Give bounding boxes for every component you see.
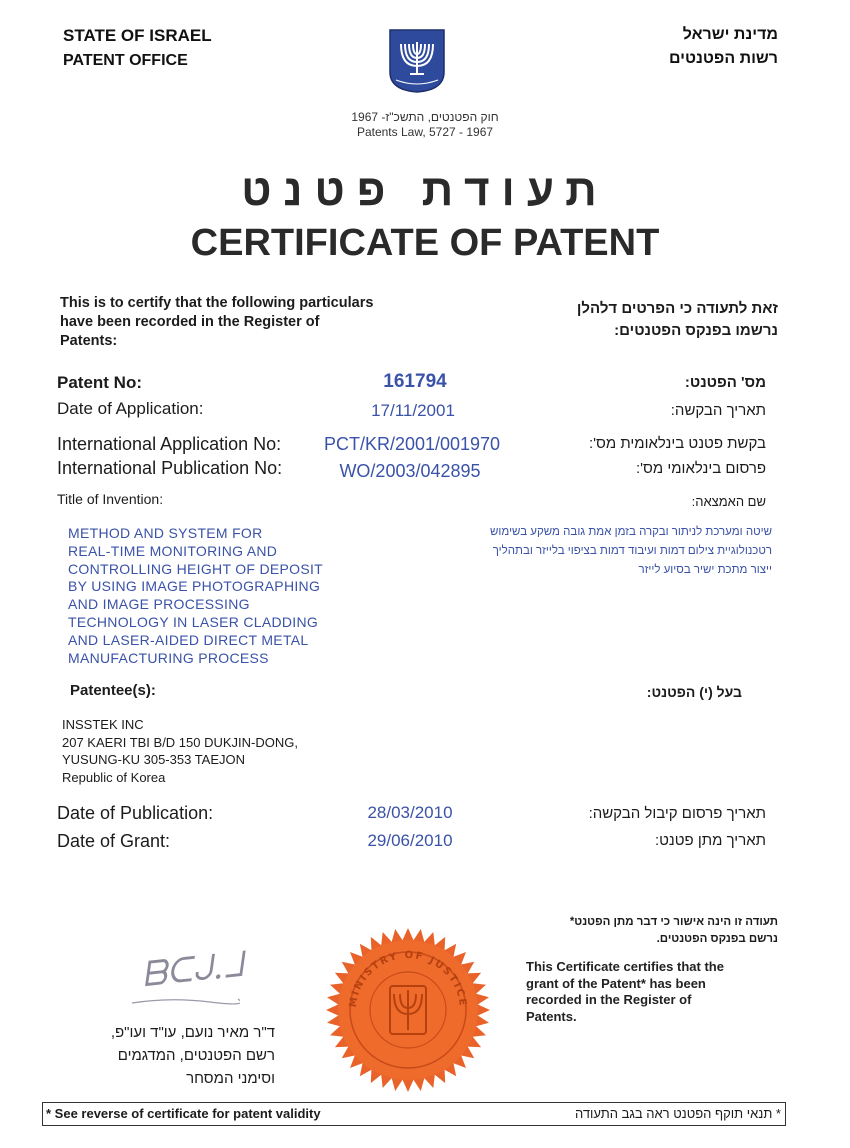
certify-en-line: This Certificate certifies that the [526, 959, 724, 974]
office-title-he: רשות הפטנטים [668, 50, 778, 67]
invention-line: REAL-TIME MONITORING AND [68, 542, 278, 559]
intro-text-he [478, 298, 778, 342]
registrar-signature: ᗷᑕᒍ.ᒧ [140, 944, 245, 996]
intl-pub-value: WO/2003/042895 [339, 461, 481, 481]
title-invention-label: Title of Invention: [57, 491, 164, 507]
registrar-name [0, 1021, 275, 1090]
invention-line: AND IMAGE PROCESSING [68, 596, 250, 613]
date-grant-label: Date of Grant: [57, 831, 171, 851]
date-application-label: Date of Application: [57, 399, 204, 418]
patent-no-value: 161794 [383, 371, 447, 392]
date-publication-he: תאריך פרסום קיבול הבקשה: [588, 805, 766, 822]
invention-title-en [68, 525, 358, 667]
patent-no-label: Patent No: [57, 373, 142, 392]
invention-line: CONTROLLING HEIGHT OF DEPOSIT [68, 560, 324, 577]
intro-he-line1: זאת לתעודה כי הפרטים דלהלן [576, 300, 778, 317]
title-invention-he: שם האמצאה: [691, 494, 766, 509]
certify-en [526, 959, 786, 1025]
invention-line: METHOD AND SYSTEM FOR [68, 525, 263, 541]
invention-he-line: שיטה ומערכת לניתור ובקרה בזמן אמת גובה משקע בשימוש [490, 526, 772, 538]
footer-en: * See reverse of certificate for patent validity [46, 1106, 321, 1121]
patent-no-he: מס' הפטנט: [684, 374, 766, 391]
date-grant-he: תאריך מתן פטנט: [654, 832, 766, 849]
intl-pub-he: פרסום בינלאומי מס': [636, 460, 766, 477]
date-application-he: תאריך הבקשה: [670, 402, 766, 419]
law-he: חוק הפטנטים, התשכ"ז- 1967 [351, 110, 499, 124]
state-title-en: STATE OF ISRAEL [63, 26, 212, 45]
certify-en-line: grant of the Patent* has been [526, 975, 706, 991]
seal-text: MINISTRY OF JUSTICE [347, 949, 469, 1009]
invention-line: AND LASER-AIDED DIRECT METAL [68, 631, 309, 648]
intro-text-en: This is to certify that the following particulars have been recorded in the Register of Patents: [60, 295, 374, 349]
intl-app-label: International Application No: [57, 434, 282, 454]
patentee-he: בעל (י) הפטנט: [646, 684, 742, 700]
invention-line: MANUFACTURING PROCESS [68, 649, 269, 666]
intro-he-line2: נרשמו בפנקס הפטנטים: [614, 322, 778, 339]
date-application-value: 17/11/2001 [371, 401, 455, 420]
certify-en-line: Patents. [526, 1008, 577, 1024]
registrar-line: ד"ר מאיר נועם, עו"ד ועו"פ, [110, 1024, 275, 1041]
invention-he-line: רטכנולוגיית צילום דמות ועיבוד דמות בציפוי בלייזר ובתהליך [492, 545, 772, 557]
invention-title-he [372, 523, 772, 580]
certify-he-line: נרשם בפנקס הפטנטים. [656, 933, 778, 945]
intl-app-he: בקשת פטנט בינלאומית מס': [588, 435, 766, 452]
registrar-line: וסימני המסחר [186, 1070, 275, 1087]
patentee-label: Patentee(s): [70, 682, 156, 699]
date-publication-label: Date of Publication: [57, 803, 214, 823]
footer-box [42, 1102, 786, 1126]
law-en: Patents Law, 5727 - 1967 [356, 125, 494, 139]
signature-underline-icon [130, 995, 240, 1009]
patentee-line: INSSTEK INC [62, 717, 144, 732]
certificate-title-en: CERTIFICATE OF PATENT [190, 222, 660, 264]
certificate-title-he: תעודת פטנט [241, 166, 609, 215]
patentee-line: YUSUNG-KU 305-353 TAEJON [62, 752, 246, 767]
state-emblem-icon [386, 28, 448, 94]
date-grant-value: 29/06/2010 [367, 831, 453, 850]
patentee-address [62, 716, 362, 786]
invention-line: BY USING IMAGE PHOTOGRAPHING [68, 578, 321, 595]
date-publication-value: 28/03/2010 [367, 803, 453, 822]
ministry-seal-icon [318, 918, 498, 1098]
footer-he: * תנאי תוקף הפטנט ראה בגב התעודה [575, 1106, 781, 1121]
intl-pub-label: International Publication No: [57, 458, 283, 478]
intl-app-value: PCT/KR/2001/001970 [323, 434, 501, 454]
certify-he [458, 914, 778, 948]
office-title-en: PATENT OFFICE [63, 52, 188, 69]
invention-he-line: ייצור מתכת ישיר בסיוע לייזר [638, 564, 772, 576]
invention-line: TECHNOLOGY IN LASER CLADDING [68, 613, 319, 630]
registrar-line: רשם הפטנטים, המדגמים [117, 1047, 275, 1064]
certify-en-line: recorded in the Register of [526, 992, 692, 1007]
state-title-he: מדינת ישראל [682, 26, 778, 43]
patentee-line: Republic of Korea [62, 769, 166, 785]
patentee-line: 207 KAERI TBI B/D 150 DUKJIN-DONG, [62, 734, 298, 750]
certify-he-line: תעודה זו הינה אישור כי דבר מתן הפטנט* [569, 916, 778, 928]
